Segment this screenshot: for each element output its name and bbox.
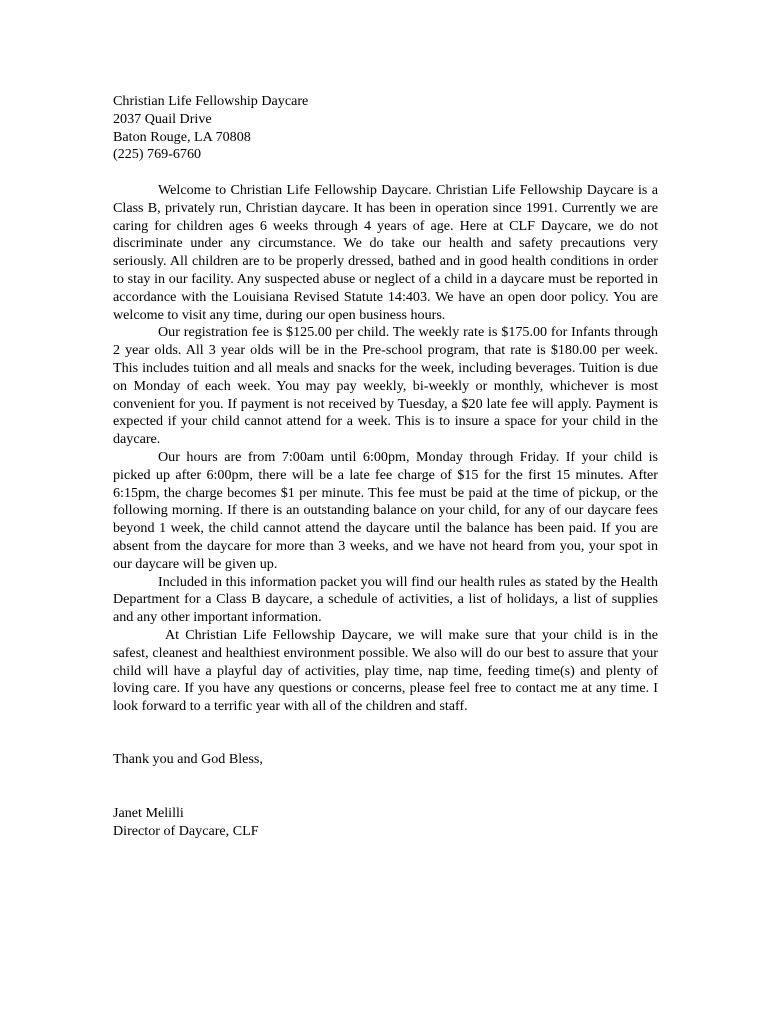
paragraph-welcome: Welcome to Christian Life Fellowship Daycare. Christian Life Fellowship Daycare is a Class B, privately run, Christian daycare. It has been in operation since 1991. Currently we are caring for children ages 6 weeks through 4 years of age. Here at CLF Daycare, we do not discriminate under any circumstance. We do take our health and safety precautions very seriously. All children are to be properly dressed, bathed and in good health conditions in order to stay in our facility. Any suspected abuse or neglect of a child in a daycare must be reported in accordance with the Louisiana Revised Statute 14:403. We have an open door policy. You are welcome to visit any time, during our open business hours. bbox=[113, 181, 658, 323]
welcome-letter bbox=[113, 93, 658, 840]
signature-block bbox=[113, 805, 658, 841]
org-name: Christian Life Fellowship Daycare bbox=[113, 93, 309, 109]
sender-address-block bbox=[113, 93, 658, 164]
city-state-zip: Baton Rouge, LA 70808 bbox=[113, 128, 251, 145]
paragraph-environment: At Christian Life Fellowship Daycare, we will make sure that your child is in the safest, cleanest and healthiest environment possible. We also will do our best to assure that your child will have a playful day of activities, play time, nap time, feeding time(s) and plenty of loving care. If you have any questions or concerns, please feel free to contact me at any time. I look forward to a terrific year with all of the children and staff. bbox=[113, 626, 658, 715]
paragraph-packet: Included in this information packet you will find our health rules as stated by the Health Department for a Class B daycare, a schedule of activities, a list of holidays, a list of supplies and any other important information. bbox=[113, 573, 658, 626]
paragraph-fees: Our registration fee is $125.00 per child. The weekly rate is $175.00 for Infants through 2 year olds. All 3 year olds will be in the Pre-school program, that rate is $180.00 per week. This includes tuition and all meals and snacks for the week, including beverages. Tuition is due on Monday of each week. You may pay weekly, bi-weekly or monthly, whichever is most convenient for you. If payment is not received by Tuesday, a $20 late fee will apply. Payment is expected if your child cannot attend for a week. This is to insure a space for your child in the daycare. bbox=[113, 324, 658, 448]
signer-title: Director of Daycare, CLF bbox=[113, 822, 259, 839]
paragraph-hours: Our hours are from 7:00am until 6:00pm, Monday through Friday. If your child is picked up after 6:00pm, there will be a late fee charge of $15 for the first 15 minutes. After 6:15pm, the charge becomes $1 per minute. This fee must be paid at the time of pickup, or the following morning. If there is an outstanding balance on your child, for any of our daycare fees beyond 1 week, the child cannot attend the daycare until the balance has been paid. If you are absent from the daycare for more than 3 weeks, and we have not heard from you, your spot in our daycare will be given up. bbox=[113, 448, 658, 572]
phone-number: (225) 769-6760 bbox=[113, 146, 202, 163]
street-address: 2037 Quail Drive bbox=[113, 110, 212, 127]
closing-line: Thank you and God Bless, bbox=[113, 751, 263, 768]
signer-name: Janet Melilli bbox=[113, 804, 184, 821]
letter-body bbox=[113, 182, 658, 716]
